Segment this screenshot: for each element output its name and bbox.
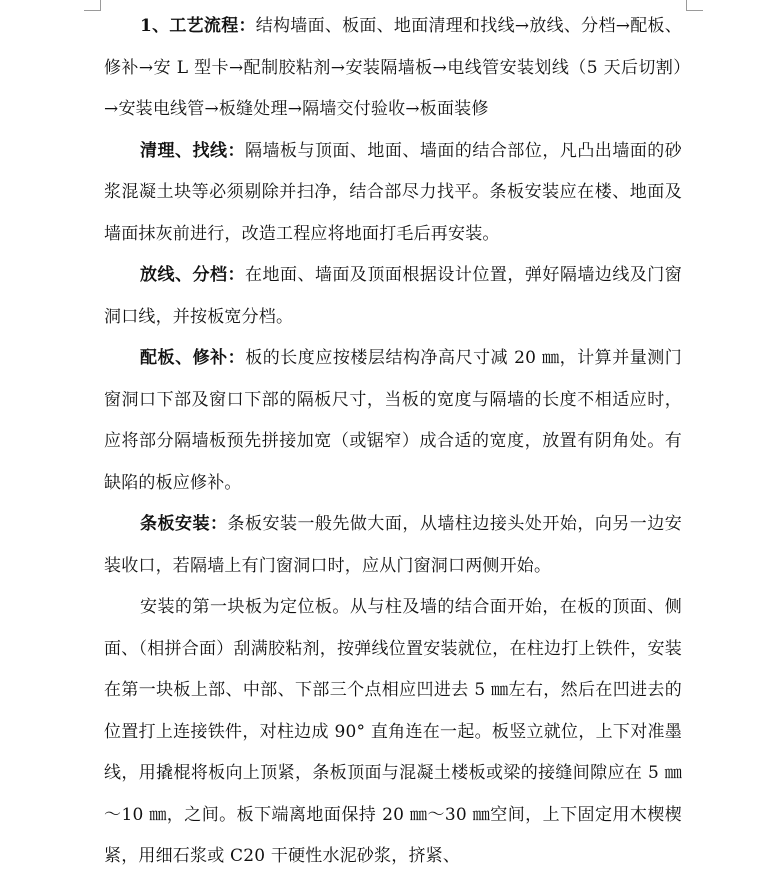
crop-mark-top-right [686,0,703,11]
crop-mark-top-left [84,0,101,11]
paragraph-text: 板的长度应按楼层结构净高尺寸减 20 ㎜，计算并量测门窗洞口下部及窗口下部的隔板尺寸，当板的宽度与隔墙的长度不相适应时，应将部分隔墙板预先拼接加宽（或锯窄）成合适的宽度，放置有阴角处。有缺陷的板应修补。 [104,348,683,493]
paragraph-text: 在地面、墙面及顶面根据设计位置，弹好隔墙边线及门窗洞口线，并按板宽分档。 [104,265,683,327]
paragraph-heading: 清理、找线： [140,140,245,161]
paragraph-process-flow [104,6,682,131]
paragraph-clean-and-layout [104,131,682,256]
paragraph-heading: 配板、修补： [140,348,246,368]
document-body [104,6,682,878]
paragraph-strip-installation [104,504,682,587]
paragraph-line-marking [104,255,682,338]
paragraph-text: 条板安装一般先做大面，从墙柱边接头处开始，向另一边安装收口，若隔墙上有门窗洞口时，应从门窗洞口两侧开始。 [104,514,682,576]
paragraph-text: 隔墙板与顶面、地面、墙面的结合部位，凡凸出墙面的砂浆混凝土块等必须剔除并扫净，结合部尽力找平。条板安装应在楼、地面及墙面抹灰前进行，改造工程应将地面打毛后再安装。 [104,140,683,244]
paragraph-heading: 放线、分档： [140,265,245,285]
paragraph-text: 结构墙面、板面、地面清理和找线→放线、分档→配板、修补→安 L 型卡→配制胶粘剂→安装隔墙板→电线管安装划线（5 天后切割）→安装电线管→板缝处理→隔墙交付验收→板面装修 [104,16,682,119]
paragraph-text: 安装的第一块板为定位板。从与柱及墙的结合面开始，在板的顶面、侧面、（相拼合面）刮满胶粘剂，按弹线位置安装就位，在柱边打上铁件，安装在第一块板上部、中部、下部三个点相应凹进去 5 ㎜左右，然后在凹进去的位置打上连接铁件，对柱边成 90° 直角连在一起。板竖立就位，上下对准墨线，用撬棍将板向上顶紧，条板顶面与混凝土楼板或梁的接缝间隙应在 5 ㎜～10 ㎜，之间。板下端离地面保持 20 ㎜～30 ㎜空间，上下固定用木楔楔紧，用细石浆或 C20 干硬性水泥砂浆，挤紧、 [104,597,682,866]
paragraph-first-board [104,587,682,878]
paragraph-heading: 1、工艺流程： [140,16,256,36]
paragraph-heading: 条板安装： [140,514,228,534]
paragraph-board-matching [104,338,682,504]
